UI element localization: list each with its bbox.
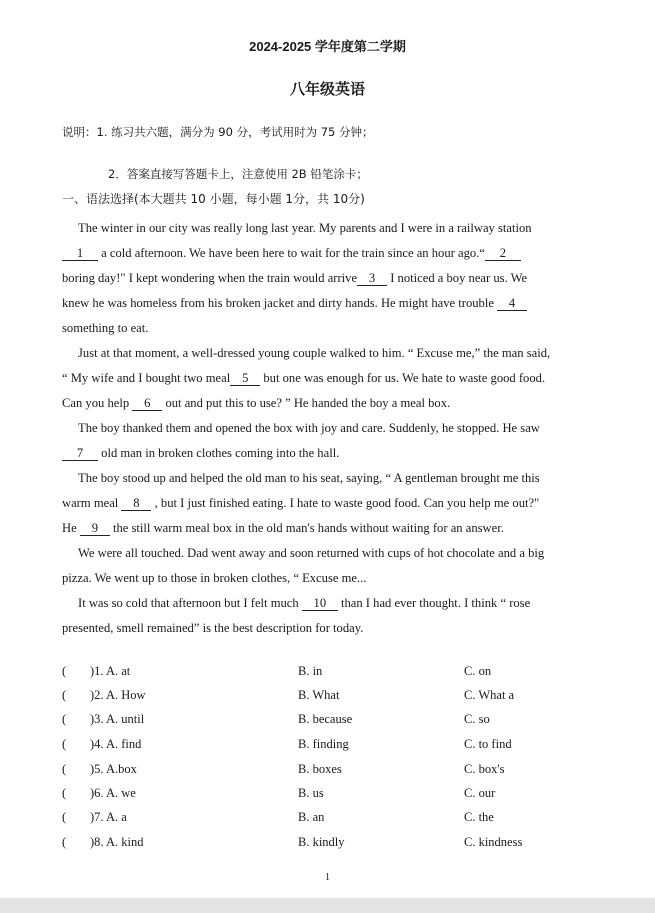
option-b: B. finding	[298, 737, 349, 751]
blank-10[interactable]: 10	[302, 596, 338, 611]
option-c: C. on	[464, 664, 492, 678]
answer-bracket[interactable]: (	[62, 835, 67, 849]
option-c: C. to find	[464, 737, 512, 751]
question-row	[62, 835, 610, 853]
scan-edge	[0, 898, 655, 913]
section-1-title: 一、语法选择(本大题共 10 小题，每小题 1分，共 10分)	[62, 192, 365, 206]
blank-1[interactable]: 1	[62, 246, 98, 261]
question-row	[62, 810, 610, 828]
passage-line: The boy stood up and helped the old man to his seat, saying, “ A gentleman brought me this	[78, 471, 540, 485]
instructions-line-1: 说明：1. 练习共六题，满分为 90 分，考试用时为 75 分钟；	[62, 125, 374, 139]
option-c: C. the	[464, 810, 494, 824]
passage-line: something to eat.	[62, 321, 149, 335]
subject-title: 八年级英语	[289, 80, 365, 98]
option-a: )4. A. find	[90, 737, 142, 751]
option-b: B. What	[298, 688, 340, 702]
question-row	[62, 664, 610, 682]
option-c: C. our	[464, 786, 496, 800]
blank-8[interactable]: 8	[121, 496, 151, 511]
passage-line: The boy thanked them and opened the box with joy and care. Suddenly, he stopped. He saw	[78, 421, 540, 435]
school-year-heading: 2024-2025 学年度第二学期	[249, 39, 406, 54]
blank-7[interactable]: 7	[62, 446, 98, 461]
option-b: B. in	[298, 664, 323, 678]
answer-bracket[interactable]: (	[62, 664, 67, 678]
question-row	[62, 786, 610, 804]
blank-6[interactable]: 6	[132, 396, 162, 411]
answer-bracket[interactable]: (	[62, 762, 67, 776]
blank-2[interactable]: 2	[485, 246, 521, 261]
blank-4[interactable]: 4	[497, 296, 527, 311]
option-a: )1. A. at	[90, 664, 131, 678]
option-a: )8. A. kind	[90, 835, 144, 849]
answer-bracket[interactable]: (	[62, 810, 67, 824]
option-c: C. kindness	[464, 835, 523, 849]
option-a: )2. A. How	[90, 688, 146, 702]
passage-line: He 9 the still warm meal box in the old man's hands without waiting for an answer.	[62, 521, 504, 535]
passage-line: pizza. We went up to those in broken clothes, “ Excuse me...	[62, 571, 367, 585]
passage-line: 7 old man in broken clothes coming into the hall.	[62, 445, 610, 461]
option-b: B. an	[298, 810, 325, 824]
answer-bracket[interactable]: (	[62, 688, 67, 702]
question-row	[62, 712, 610, 730]
option-a: )3. A. until	[90, 712, 145, 726]
question-row	[62, 737, 610, 755]
option-b: B. because	[298, 712, 353, 726]
passage-line: “ My wife and I bought two meal 5 but one was enough for us. We hate to waste good food.	[62, 371, 546, 385]
option-c: C. box's	[464, 762, 505, 776]
blank-5[interactable]: 5	[230, 371, 260, 386]
passage-line: It was so cold that afternoon but I felt much 10 than I had ever thought. I think “ rose	[78, 596, 531, 610]
answer-bracket[interactable]: (	[62, 786, 67, 800]
passage-line: knew he was homeless from his broken jacket and dirty hands. He might have trouble 4	[62, 295, 610, 311]
passage-line: boring day!" I kept wondering when the train would arrive 3 I noticed a boy near us. We	[62, 271, 528, 285]
option-a: )5. A.box	[90, 762, 137, 776]
passage-line: The winter in our city was really long last year. My parents and I were in a railway station	[78, 221, 532, 235]
passage-line: 1 a cold afternoon. We have been here to wait for the train since an hour ago.“ 2	[62, 245, 610, 261]
passage-line: We were all touched. Dad went away and soon returned with cups of hot chocolate and a big	[78, 546, 545, 560]
passage-line: presented, smell remained” is the best description for today.	[62, 621, 364, 635]
answer-bracket[interactable]: (	[62, 737, 67, 751]
passage-line: Just at that moment, a well-dressed young couple walked to him. “ Excuse me,” the man said,	[78, 346, 551, 360]
question-row	[62, 762, 610, 780]
blank-9[interactable]: 9	[80, 521, 110, 536]
option-b: B. boxes	[298, 762, 342, 776]
option-a: )6. A. we	[90, 786, 136, 800]
option-b: B. us	[298, 786, 324, 800]
option-a: )7. A. a	[90, 810, 127, 824]
question-row	[62, 688, 610, 706]
option-b: B. kindly	[298, 835, 345, 849]
passage-line: warm meal 8 , but I just finished eating. I hate to waste good food. Can you help me out?"	[62, 496, 540, 510]
option-c: C. so	[464, 712, 490, 726]
blank-3[interactable]: 3	[357, 271, 387, 286]
option-c: C. What a	[464, 688, 515, 702]
answer-bracket[interactable]: (	[62, 712, 67, 726]
passage-line: Can you help 6 out and put this to use? ” He handed the boy a meal box.	[62, 396, 451, 410]
page-number: 1	[325, 872, 330, 883]
instructions-line-2: 2．答案直接写答题卡上，注意使用 2B 铅笔涂卡；	[108, 167, 368, 181]
